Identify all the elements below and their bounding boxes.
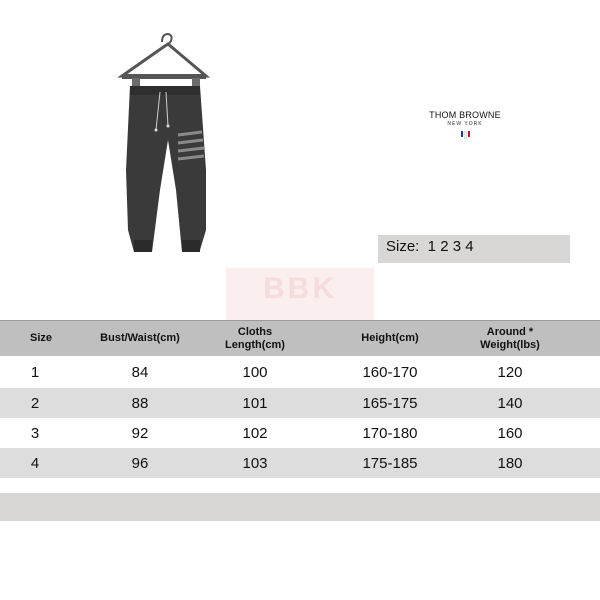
- tricolor-flag-icon: [420, 131, 510, 139]
- product-image: [100, 30, 230, 270]
- cell-length: 101: [242, 394, 268, 412]
- cell-bust-waist: 96: [131, 454, 149, 472]
- cell-size: 4: [30, 454, 40, 472]
- table-row: [0, 418, 600, 448]
- cell-size: 3: [30, 424, 40, 442]
- table-row: [0, 388, 600, 418]
- size-label: Size: 1 2 3 4: [386, 238, 474, 255]
- brand-name: THOM BROWNE: [429, 110, 501, 120]
- cell-size: 1: [30, 363, 40, 381]
- cell-bust-waist: 84: [131, 363, 149, 381]
- cell-height: 160-170: [362, 363, 418, 381]
- watermark-text: BBK: [263, 272, 337, 305]
- cell-length: 102: [242, 424, 268, 442]
- header-cloths-length: Cloths Length(cm): [225, 325, 285, 351]
- table-header-row: [0, 320, 600, 356]
- cell-weight: 160: [497, 424, 523, 442]
- pants-on-hanger-icon: [100, 30, 230, 270]
- cell-bust-waist: 88: [131, 394, 149, 412]
- cell-weight: 140: [497, 394, 523, 412]
- header-weight: Around * Weight(lbs): [480, 325, 540, 351]
- cell-height: 175-185: [362, 454, 418, 472]
- cell-height: 170-180: [362, 424, 418, 442]
- table-row: [0, 356, 600, 388]
- footer-bar: [0, 493, 600, 521]
- header-bust-waist: Bust/Waist(cm): [100, 332, 180, 344]
- cell-weight: 120: [497, 363, 523, 381]
- cell-length: 103: [242, 454, 268, 472]
- cell-size: 2: [30, 394, 40, 412]
- brand-subtitle: NEW YORK: [447, 121, 483, 127]
- cell-weight: 180: [497, 454, 523, 472]
- brand-logo: [420, 110, 510, 139]
- header-height: Height(cm): [361, 332, 419, 344]
- cell-bust-waist: 92: [131, 424, 149, 442]
- header-size: Size: [29, 332, 52, 344]
- cell-length: 100: [242, 363, 268, 381]
- table-row: [0, 448, 600, 478]
- size-table: [0, 320, 600, 478]
- cell-height: 165-175: [362, 394, 418, 412]
